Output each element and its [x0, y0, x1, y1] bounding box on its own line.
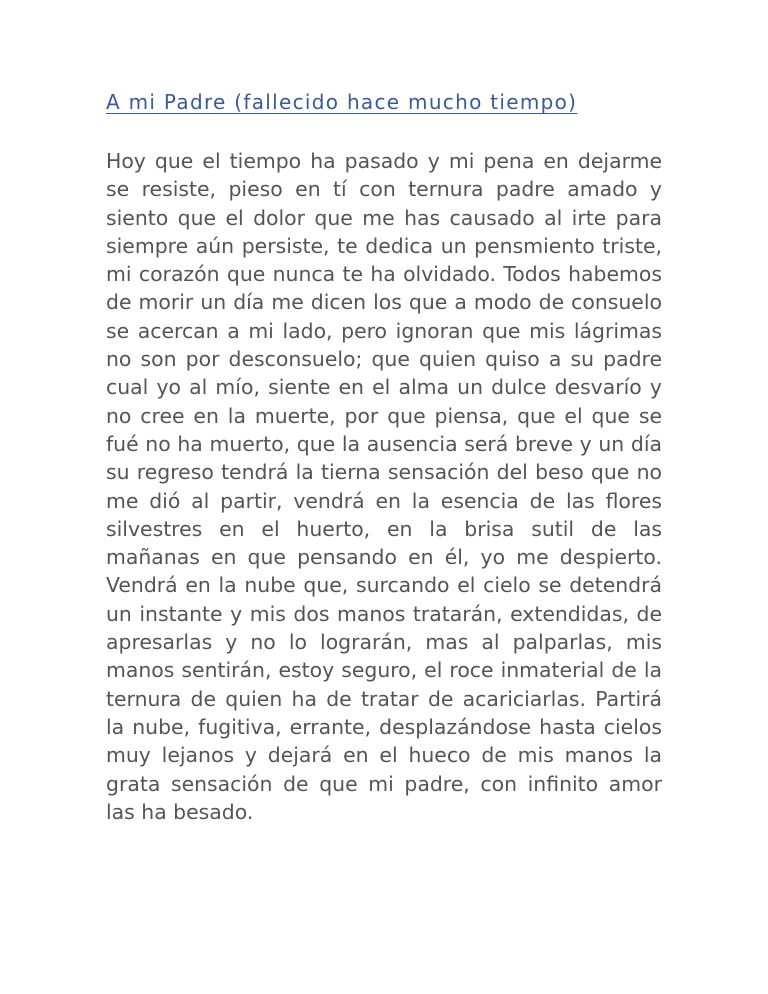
- document-body-paragraph: Hoy que el tiempo ha pasado y mi pena en dejarme se resiste, pieso en tí con ternura padre amado y siento que el dolor que me has causado al irte para siempre aún persiste, te dedica un pensmiento triste, mi corazón que nunca te ha olvidado. Todos habemos de morir un día me dicen los que a modo de consuelo se acercan a mi lado, pero ignoran que mis lágrimas no son por desconsuelo; que quien quiso a su padre cual yo al mío, siente en el alma un dulce desvarío y no cree en la muerte, por que piensa, que el que se fué no ha muerto, que la ausencia será breve y un día su regreso tendrá la tierna sensación del beso que no me dió al partir, vendrá en la esencia de las flores silvestres en el huerto, en la brisa sutil de las mañanas en que pensando en él, yo me despierto. Vendrá en la nube que, surcando el cielo se detendrá un instante y mis dos manos tratarán, extendidas, de apresarlas y no lo lograrán, mas al palparlas, mis manos sentirán, estoy seguro, el roce inmaterial de la ternura de quien ha de tratar de acariciarlas. Partirá la nube, fugitiva, errante, desplazándose hasta cielos muy lejanos y dejará en el hueco de mis manos la grata sensación de que mi padre, con infinito amor las ha besado.: [106, 149, 662, 824]
- document-title: A mi Padre (fallecido hace mucho tiempo): [106, 90, 578, 114]
